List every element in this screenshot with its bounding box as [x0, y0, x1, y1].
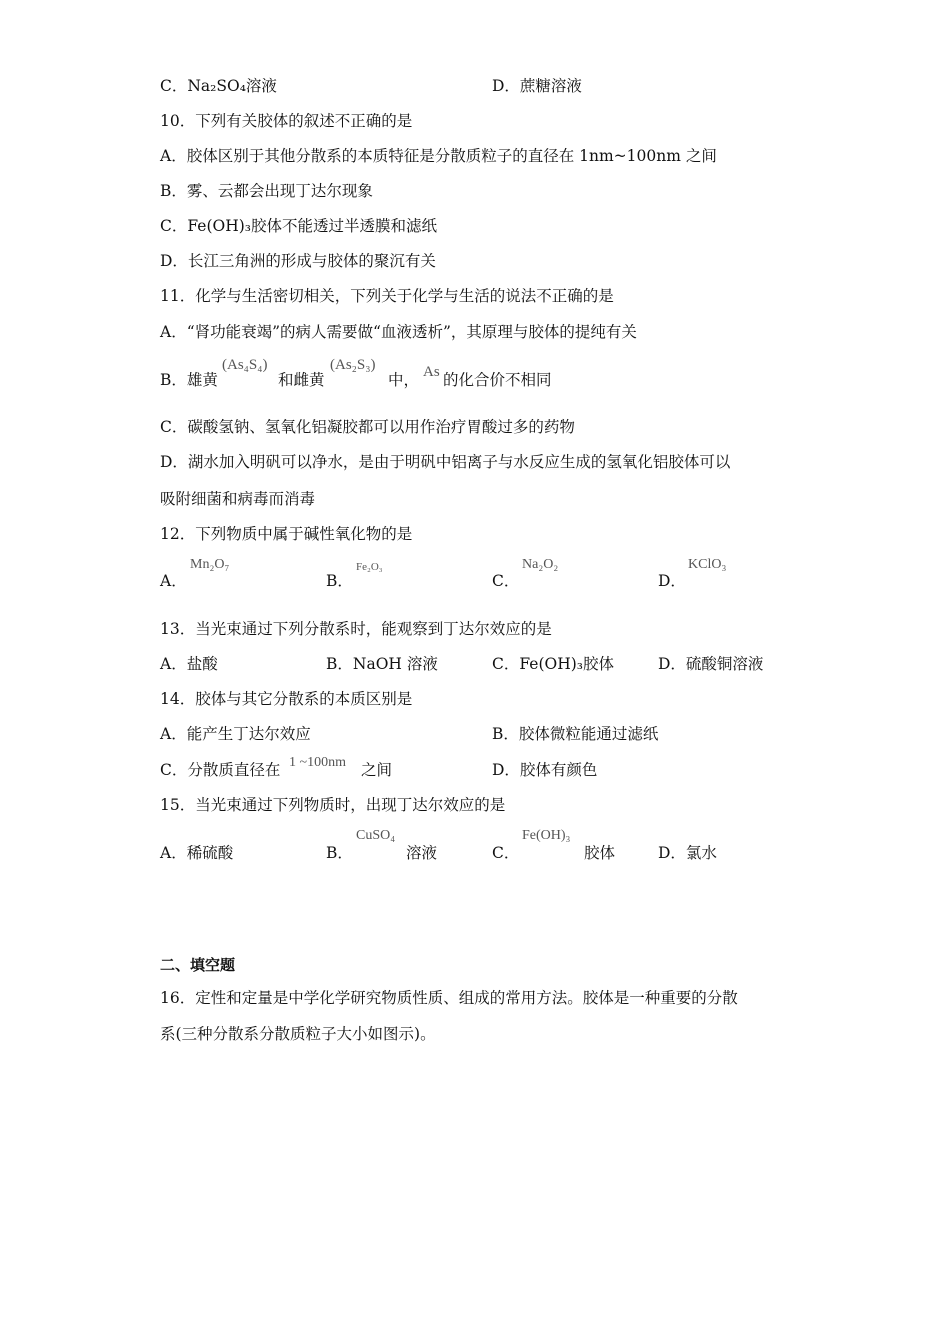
- q11-option-b-prefix: B．雄黄: [160, 371, 218, 389]
- q14-stem: 14．胶体与其它分散系的本质区别是: [160, 690, 413, 708]
- q12-option-b-label: B．: [326, 572, 353, 590]
- q15-option-c-label: C．: [492, 844, 520, 862]
- q11-option-a: A．“肾功能衰竭”的病人需要做“血液透析”，其原理与胶体的提纯有关: [160, 323, 637, 341]
- q11-option-d-line2: 吸附细菌和病毒而消毒: [160, 490, 316, 508]
- section-heading: 二、填空题: [160, 956, 236, 974]
- q12-option-a-label: A．: [160, 572, 187, 590]
- q12-formula-d: KClO₃: [688, 557, 727, 572]
- q15-stem: 15．当光束通过下列物质时，出现丁达尔效应的是: [160, 796, 506, 814]
- q14-option-a: A．能产生丁达尔效应: [160, 725, 311, 743]
- q11-option-b-mid1: 和雌黄: [278, 371, 325, 389]
- q9-option-d: D．蔗糖溶液: [492, 77, 582, 95]
- q15-option-b-label: B．: [326, 844, 353, 862]
- q13-option-d: D．硫酸铜溶液: [658, 655, 764, 673]
- q11-option-d-line1: D．湖水加入明矾可以净水，是由于明矾中铝离子与水反应生成的氢氧化铝胶体可以: [160, 453, 731, 471]
- q10-option-b: B．雾、云都会出现丁达尔现象: [160, 182, 373, 200]
- q13-option-c: C．Fe(OH)₃胶体: [492, 655, 614, 673]
- q11-formula-orpiment: (As₂S₃): [330, 357, 376, 373]
- q10-option-c: C．Fe(OH)₃胶体不能透过半透膜和滤纸: [160, 217, 437, 235]
- q10-option-d: D．长江三角洲的形成与胶体的聚沉有关: [160, 252, 436, 270]
- q14-option-d: D．胶体有颜色: [492, 761, 598, 779]
- q11-stem: 11．化学与生活密切相关，下列关于化学与生活的说法不正确的是: [160, 287, 614, 305]
- q16-line1: 16．定性和定量是中学化学研究物质性质、组成的常用方法。胶体是一种重要的分散: [160, 989, 738, 1007]
- q12-stem: 12．下列物质中属于碱性氧化物的是: [160, 525, 413, 543]
- q11-option-b-mid2: 中，: [388, 371, 420, 389]
- q14-option-c-suffix: 之间: [361, 761, 393, 779]
- q14-option-b: B．胶体微粒能通过滤纸: [492, 725, 659, 743]
- q15-option-d: D．氯水: [658, 844, 717, 862]
- q14-option-c-prefix: C．分散质直径在: [160, 761, 281, 779]
- q14-formula-range: 1 ~100nm: [289, 755, 346, 770]
- q12-formula-a: Mn₂O₇: [190, 557, 230, 572]
- q11-formula-as: As: [423, 364, 440, 380]
- q13-option-a: A．盐酸: [160, 655, 218, 673]
- q13-stem: 13．当光束通过下列分散系时，能观察到丁达尔效应的是: [160, 620, 552, 638]
- q13-option-b: B．NaOH 溶液: [326, 655, 438, 673]
- q15-option-b-suffix: 溶液: [406, 844, 438, 862]
- q16-line2: 系(三种分散系分散质粒子大小如图示)。: [160, 1025, 436, 1043]
- q11-option-b-suffix: 的化合价不相同: [443, 371, 552, 389]
- q15-option-a: A．稀硫酸: [160, 844, 234, 862]
- q12-formula-c: Na₂O₂: [522, 557, 559, 572]
- q12-formula-b: Fe₂O₃: [356, 561, 383, 573]
- q15-option-c-suffix: 胶体: [584, 844, 616, 862]
- q12-option-c-label: C．: [492, 572, 520, 590]
- q15-formula-b: CuSO₄: [356, 828, 396, 843]
- q11-option-c: C．碳酸氢钠、氢氧化铝凝胶都可以用作治疗胃酸过多的药物: [160, 418, 575, 436]
- q11-formula-realgar: (As₄S₄): [222, 357, 268, 373]
- q9-option-c: C．Na₂SO₄溶液: [160, 77, 277, 95]
- q10-option-a: A．胶体区别于其他分散系的本质特征是分散质粒子的直径在 1nm~100nm 之间: [160, 147, 717, 165]
- q12-option-d-label: D．: [658, 572, 686, 590]
- q15-formula-c: Fe(OH)₃: [522, 828, 571, 843]
- q10-stem: 10．下列有关胶体的叙述不正确的是: [160, 112, 413, 130]
